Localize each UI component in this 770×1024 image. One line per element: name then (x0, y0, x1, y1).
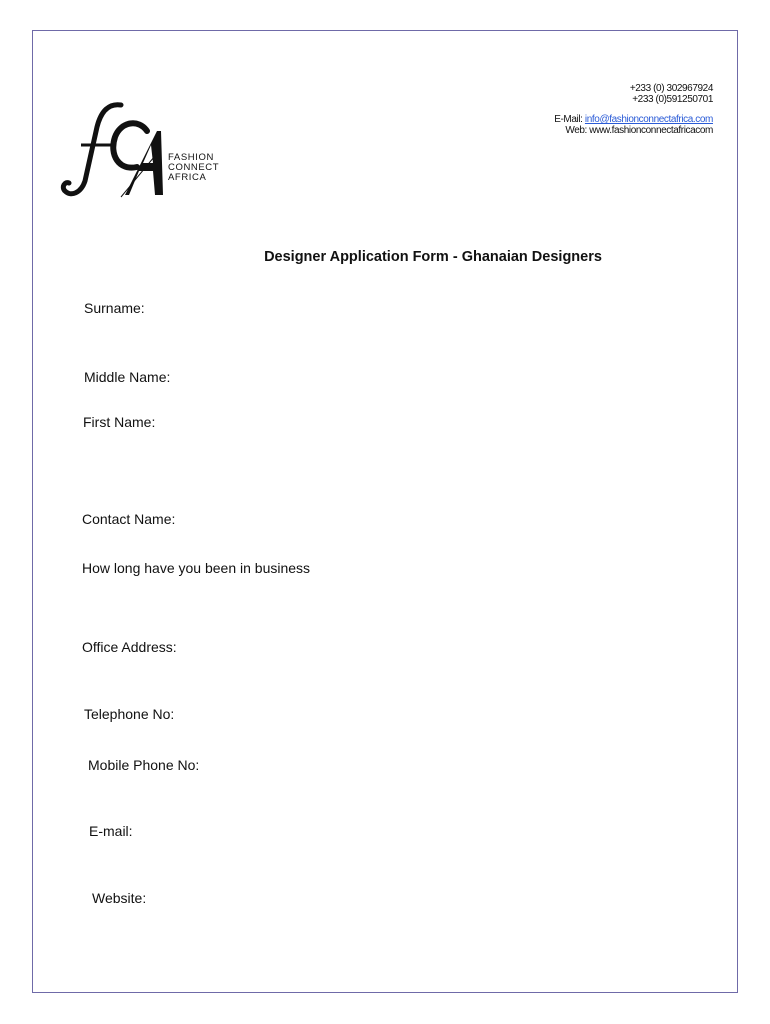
field-label-mobile-phone: Mobile Phone No: (88, 757, 200, 773)
field-label-office-address: Office Address: (82, 639, 177, 655)
email-line (554, 114, 713, 125)
field-label-website: Website: (92, 890, 147, 906)
field-label-middle-name: Middle Name: (84, 369, 171, 385)
logo-line-2: CONNECT (168, 162, 220, 173)
field-label-first-name: First Name: (83, 414, 156, 430)
document-page (32, 30, 738, 993)
logo-wordmark (168, 153, 219, 183)
logo-line-3: AFRICA (168, 172, 207, 183)
phone-2: +233 (0)591250701 (632, 94, 713, 105)
field-label-contact-name: Contact Name: (82, 511, 176, 527)
field-label-surname: Surname: (84, 300, 145, 316)
email-link[interactable]: info@fashionconnectafrica.com (584, 114, 713, 125)
logo-c-stroke (113, 123, 147, 167)
field-label-business-duration: How long have you been in business (82, 560, 311, 576)
field-label-email: E-mail: (89, 823, 133, 839)
web-line: Web: www.fashionconnectafricacom (565, 125, 713, 136)
contact-block (554, 83, 713, 136)
email-label: E-Mail: (554, 114, 583, 125)
field-label-telephone: Telephone No: (84, 706, 175, 722)
phone-1: +233 (0) 302967924 (629, 83, 713, 94)
logo-line-1: FASHION (168, 152, 214, 163)
form-title: Designer Application Form - Ghanaian Designers (264, 249, 602, 265)
fca-logo (59, 101, 249, 201)
